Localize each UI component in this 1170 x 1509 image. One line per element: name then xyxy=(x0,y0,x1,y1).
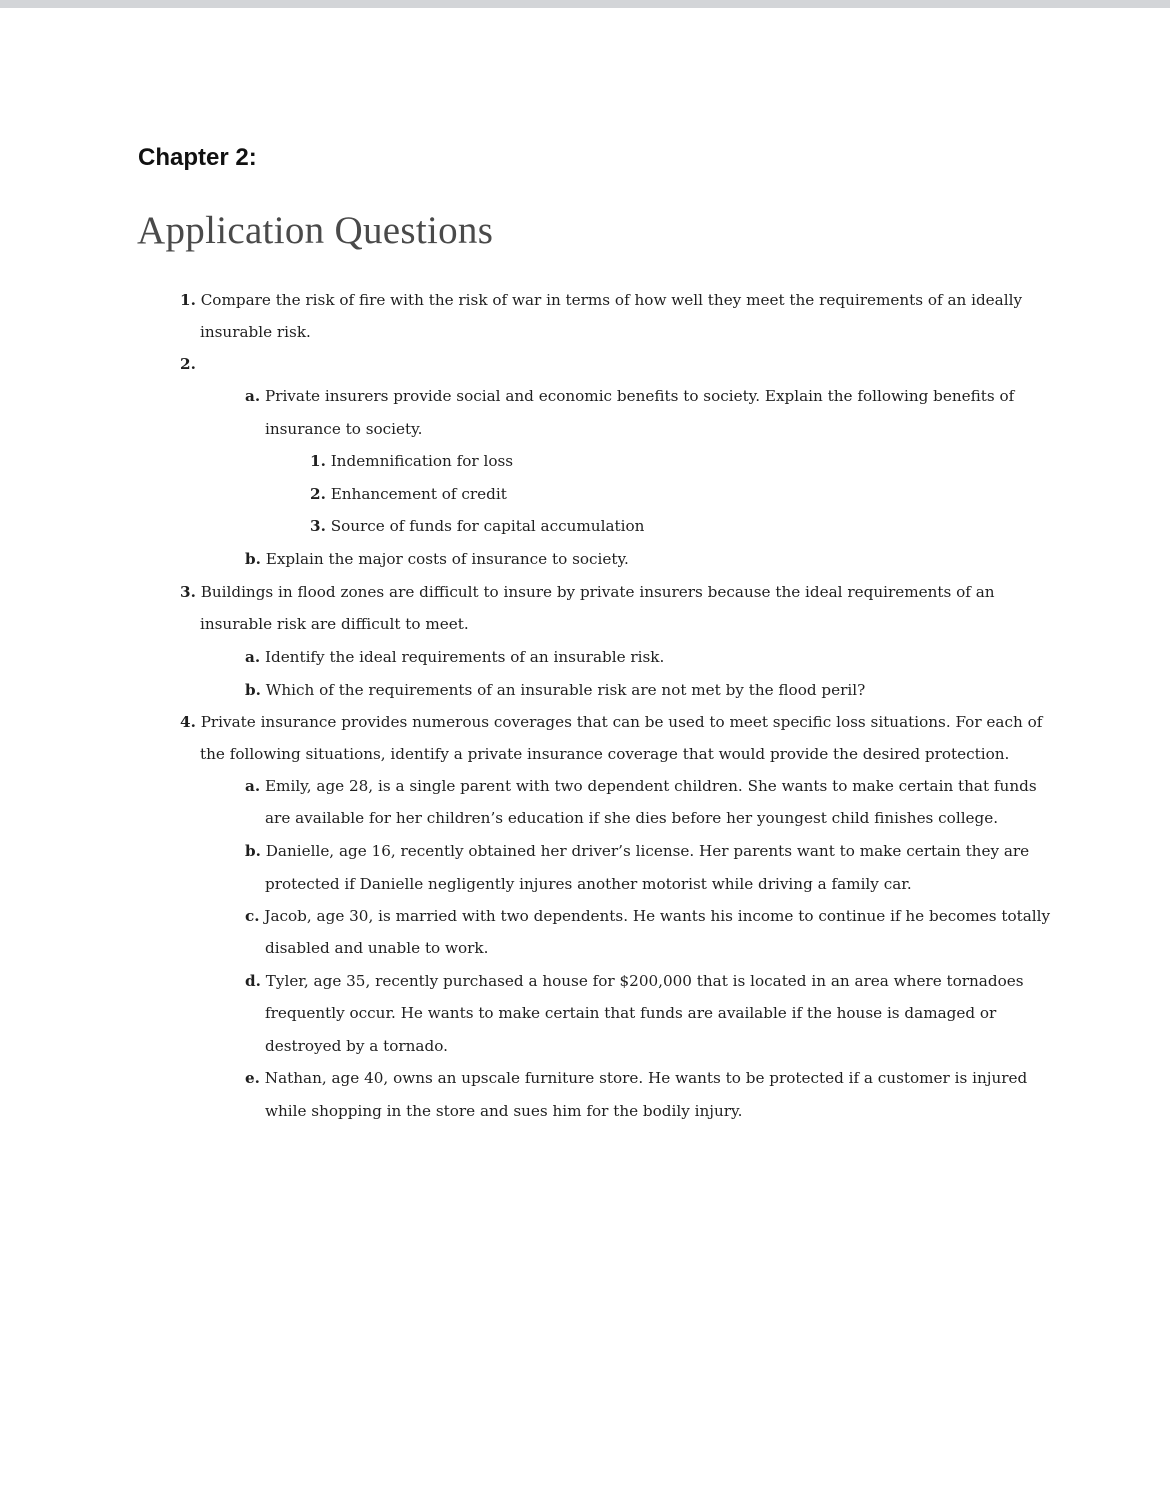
question-4b-continued: protected if Danielle negligently injures another motorist while driving a family car. xyxy=(265,875,912,893)
question-4: 4. Private insurance provides numerous coverages that can be used to meet specific loss situations. For each of xyxy=(180,713,1043,731)
top-bar xyxy=(0,0,1170,8)
question-4-continued: the following situations, identify a private insurance coverage that would provide the desired protection. xyxy=(200,745,1010,763)
subpart-letter: a. xyxy=(245,387,261,405)
list-item: 3. Source of funds for capital accumulation xyxy=(310,517,645,535)
subpart-text: Private insurers provide social and economic benefits to society. Explain the following benefits of xyxy=(264,387,1015,405)
question-4c: c. Jacob, age 30, is married with two dependents. He wants his income to continue if he becomes totally xyxy=(245,907,1051,925)
question-4e-continued: while shopping in the store and sues him for the bodily injury. xyxy=(265,1102,743,1120)
chapter-heading: Chapter 2: xyxy=(138,144,257,171)
question-3a: a. Identify the ideal requirements of an insurable risk. xyxy=(245,648,665,666)
question-3b: b. Which of the requirements of an insurable risk are not met by the flood peril? xyxy=(245,681,866,699)
question-number: 1. xyxy=(180,291,196,309)
question-2a xyxy=(245,386,1014,406)
question-4d: d. Tyler, age 35, recently purchased a house for $200,000 that is located in an area where tornadoes xyxy=(245,972,1024,990)
question-4d-continued: frequently occur. He wants to make certain that funds are available if the house is damaged or xyxy=(265,1004,997,1022)
question-4b: b. Danielle, age 16, recently obtained her driver’s license. Her parents want to make certain they are xyxy=(245,842,1030,860)
question-2a-continued: insurance to society. xyxy=(265,420,423,438)
list-item: 2. Enhancement of credit xyxy=(310,485,507,503)
question-3-continued: insurable risk are difficult to meet. xyxy=(200,615,469,633)
question-4a-continued: are available for her children’s education if she dies before her youngest child finishes college. xyxy=(265,809,999,827)
section-title: Application Questions xyxy=(137,209,494,252)
question-1 xyxy=(180,290,1022,310)
question-4e: e. Nathan, age 40, owns an upscale furniture store. He wants to be protected if a customer is injured xyxy=(245,1069,1028,1087)
question-2b: b. Explain the major costs of insurance to society. xyxy=(245,550,629,568)
question-1-continued: insurable risk. xyxy=(200,323,311,341)
question-3: 3. Buildings in flood zones are difficult to insure by private insurers because the ideal requirements of an xyxy=(180,583,995,601)
question-4c-continued: disabled and unable to work. xyxy=(265,939,489,957)
question-text: Compare the risk of fire with the risk of war in terms of how well they meet the requirements of an ideally xyxy=(200,291,1023,309)
question-4d-continued: destroyed by a tornado. xyxy=(265,1037,448,1055)
question-4a: a. Emily, age 28, is a single parent with two dependent children. She wants to make certain that funds xyxy=(245,777,1037,795)
list-item: 1. Indemnification for loss xyxy=(310,452,514,470)
question-2-number: 2. xyxy=(180,355,196,373)
